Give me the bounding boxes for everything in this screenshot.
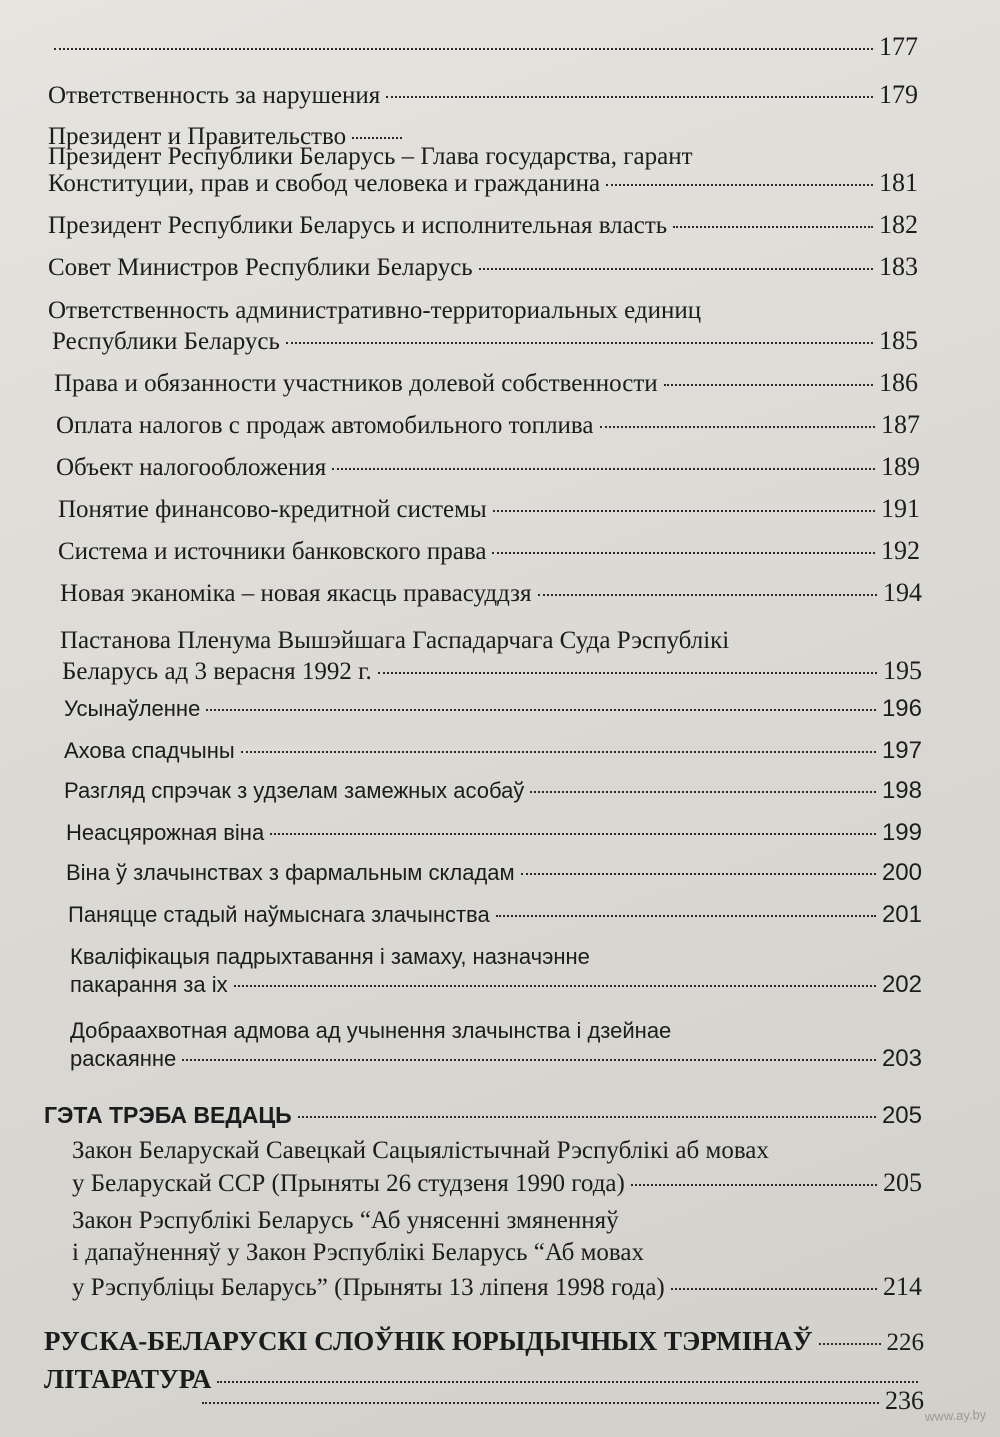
- toc-entry: Разгляд спрэчак з удзелам замежных асобаў 198: [64, 777, 922, 804]
- toc-entry-line1: Ответственность административно-территориальных единиц: [48, 297, 702, 324]
- section-heading: ГЭТА ТРЭБА ВЕДАЦЬ 205: [44, 1102, 922, 1129]
- section-heading: РУСКА-БЕЛАРУСКІ СЛОЎНІК ЮРЫДЫЧНЫХ ТЭРМІНАЎ 226: [44, 1326, 924, 1356]
- toc-entry: Віна ў злачынствах з фармальным складам 200: [66, 859, 922, 886]
- toc-entry: Беларусь ад 3 верасня 1992 г. 195: [62, 656, 922, 685]
- toc-entry: Республики Беларусь 185: [52, 326, 918, 355]
- toc-entry-line1: Президент Республики Беларусь – Глава государства, гарант: [48, 143, 693, 170]
- watermark: www.ay.by: [924, 1406, 987, 1425]
- toc-entry-line1: Закон Рэспублікі Беларусь “Аб унясенні змяненняў: [72, 1207, 619, 1234]
- toc-entry: Ахова спадчыны 197: [64, 737, 922, 764]
- toc-entry: Оплата налогов с продаж автомобильного топлива 187: [56, 410, 920, 439]
- toc-entry-line2: і дапаўненняў у Закон Рэспублікі Беларусь “Аб мовах: [72, 1239, 644, 1266]
- toc-entry: пакарання за іх 202: [70, 971, 922, 998]
- section-heading: ЛІТАРАТУРА: [44, 1364, 924, 1394]
- toc-entry-line1: Закон Беларускай Савецкай Сацыялістычнай Рэспублікі аб мовах: [72, 1137, 769, 1164]
- toc-entry: Объект налогообложения 189: [56, 452, 920, 481]
- toc-entry-line1: Кваліфікацыя падрыхтавання і замаху, назначэнне: [70, 944, 590, 969]
- toc-bottom-leader: [196, 1386, 924, 1416]
- toc-entry-line1: Пастанова Пленума Вышэйшага Гаспадарчага Суда Рэспублікі: [60, 627, 730, 654]
- toc-entry: раскаянне 203: [70, 1045, 922, 1072]
- toc-entry: Понятие финансово-кредитной системы 191: [58, 494, 920, 523]
- toc-entry: Права и обязанности участников долевой собственности 186: [54, 368, 918, 397]
- toc-entry: Конституции, прав и свобод человека и гражданина 181: [48, 168, 918, 197]
- toc-entry: Паняцце стадый наўмыснага злачынства 201: [68, 901, 922, 928]
- page-number: 236: [885, 1386, 924, 1415]
- page-number: 177: [879, 32, 918, 61]
- toc-entry: Неасцярожная віна 199: [66, 819, 922, 846]
- toc-entry: Система и источники банковского права 192: [58, 536, 920, 565]
- toc-entry-line1: Добраахвотная адмова ад учынення злачынства і дзейнае: [70, 1018, 672, 1043]
- toc-entry: Ответственность за нарушения 179: [48, 80, 918, 109]
- toc-entry: у Рэспубліцы Беларусь” (Прыняты 13 ліпеня 1998 года) 214: [72, 1272, 922, 1301]
- toc-top-leader: [48, 32, 918, 62]
- toc-entry: Президент и Правительство: [48, 122, 408, 152]
- toc-entry: Новая эканоміка – новая якасць правасуддзя 194: [60, 578, 922, 607]
- toc-entry: у Беларускай ССР (Прыняты 26 студзеня 1990 года) 205: [72, 1168, 922, 1197]
- toc-entry: Президент Республики Беларусь и исполнительная власть 182: [48, 210, 918, 239]
- toc-entry: Совет Министров Республики Беларусь 183: [48, 252, 918, 281]
- toc-entry: Усынаўленне 196: [64, 695, 922, 722]
